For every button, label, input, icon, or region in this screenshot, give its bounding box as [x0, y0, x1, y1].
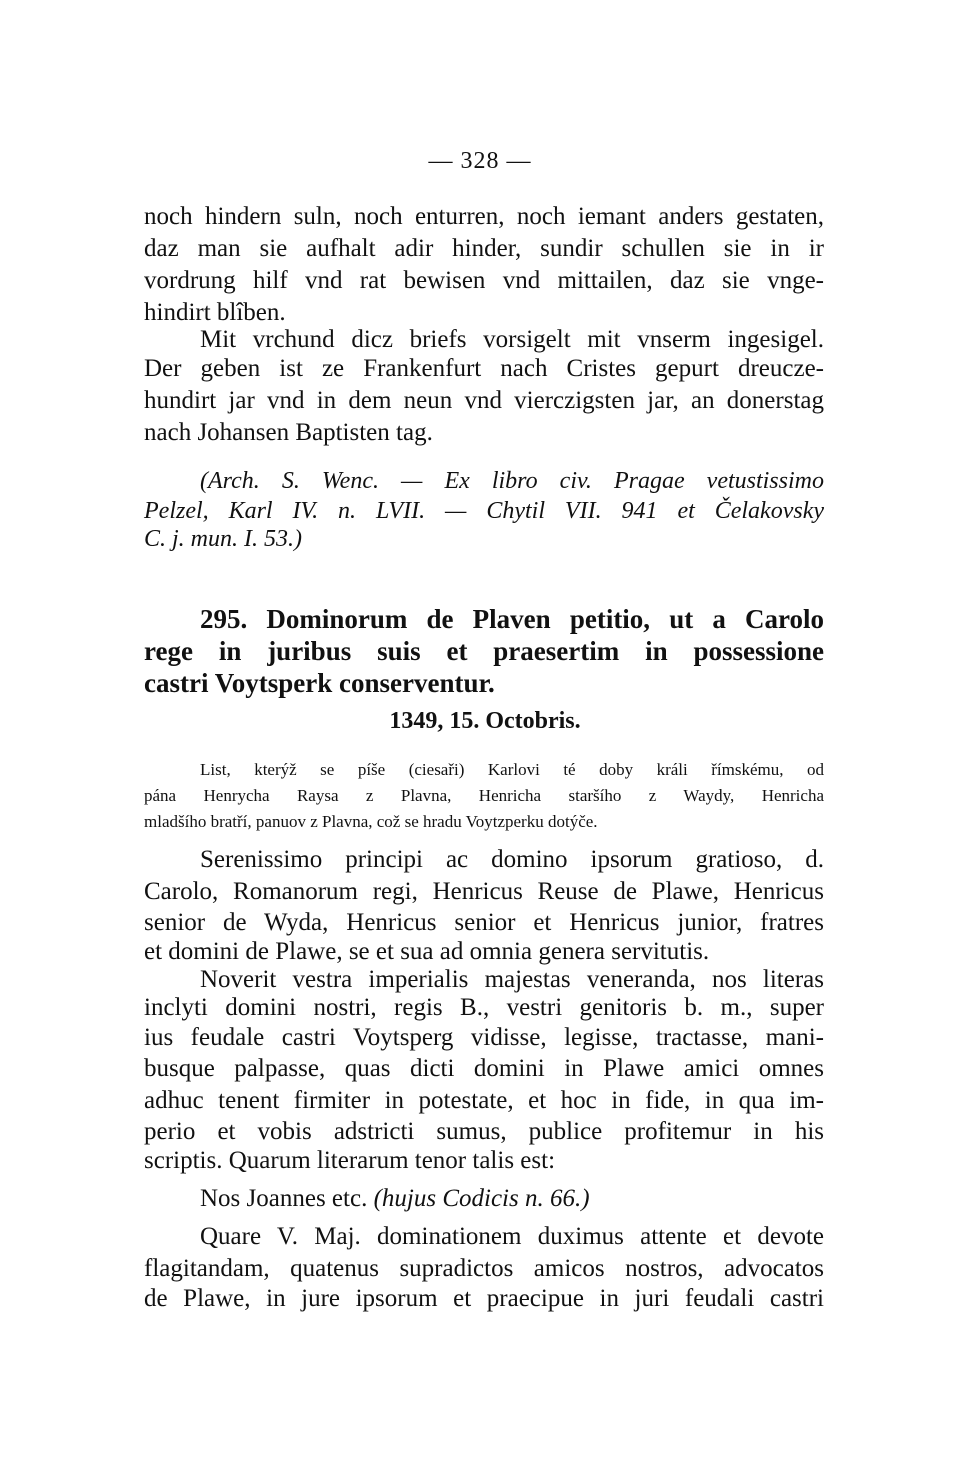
text-line: Der geben ist ze Frankenfurt nach Cristes gepurt dreucze- [144, 355, 824, 382]
citation-line: Pelzel, Karl IV. n. LVII. — Chytil VII. 941 et Čelakovsky [144, 498, 824, 524]
text-line: Quare V. Maj. dominationem duximus attente et devote [200, 1223, 824, 1250]
document-heading: 295. Dominorum de Plaven petitio, ut a Carolo [200, 604, 824, 634]
summary-line: mladšího bratří, panuov z Plavna, což se hradu Voytzperku dotýče. [144, 812, 598, 831]
text-line: ius feudale castri Voytsperg vidisse, legisse, tractasse, mani- [144, 1024, 824, 1051]
text-line: Noverit vestra imperialis majestas veneranda, nos literas [200, 966, 824, 993]
text-line: daz man sie aufhalt adir hinder, sundir schullen sie in ir [144, 235, 824, 262]
text-line: inclyti domini nostri, regis B., vestri genitoris b. m., super [144, 994, 824, 1021]
text-line: adhuc tenent firmiter in potestate, et hoc in fide, in qua im- [144, 1087, 824, 1114]
text-line [200, 1184, 824, 1214]
text-line: et domini de Plawe, se et sua ad omnia genera servitutis. [144, 938, 710, 965]
page-number: — 328 — [428, 148, 532, 174]
text-line: hindirt blîben. [144, 299, 286, 326]
text-line: noch hindern suln, noch enturren, noch iemant anders gestaten, [144, 203, 824, 230]
document-heading: castri Voytsperk conserventur. [144, 668, 495, 698]
text-line: senior de Wyda, Henricus senior et Henricus junior, fratres [144, 909, 824, 936]
codex-reference: (hujus Codicis n. 66.) [373, 1185, 590, 1212]
text-line: de Plawe, in jure ipsorum et praecipue in juri feudali castri [144, 1285, 824, 1312]
citation-line: C. j. mun. I. 53.) [144, 526, 302, 552]
text-line: vordrung hilf vnd rat bewisen vnd mittailen, daz sie vnge- [144, 267, 824, 294]
document-date: 1349, 15. Octobris. [389, 708, 581, 734]
text-line: hundirt jar vnd in dem neun vnd vierczigsten jar, an donerstag [144, 387, 824, 414]
text-line: Mit vrchund dicz briefs vorsigelt mit vnserm ingesigel. [200, 326, 824, 353]
text-line: scriptis. Quarum literarum tenor talis est: [144, 1147, 556, 1174]
text-line: Serenissimo principi ac domino ipsorum gratioso, d. [200, 846, 824, 873]
document-heading: rege in juribus suis et praesertim in possessione [144, 636, 824, 666]
citation-line: (Arch. S. Wenc. — Ex libro civ. Pragae vetustissimo [200, 468, 824, 494]
summary-line: List, kterýž se píše (ciesaři) Karlovi té doby králi římskému, od [200, 760, 824, 779]
text-line: flagitandam, quatenus supradictos amicos nostros, advocatos [144, 1255, 824, 1282]
text-line: perio et vobis adstricti sumus, publice profitemur in his [144, 1118, 824, 1145]
text-line: nach Johansen Baptisten tag. [144, 419, 433, 446]
text-line: busque palpasse, quas dicti domini in Plawe amici omnes [144, 1055, 824, 1082]
summary-line: pána Henrycha Raysa z Plavna, Henricha staršího z Waydy, Henricha [144, 786, 824, 805]
text-line: Carolo, Romanorum regi, Henricus Reuse de Plawe, Henricus [144, 878, 824, 905]
text-fragment: Nos Joannes etc. [200, 1185, 368, 1212]
